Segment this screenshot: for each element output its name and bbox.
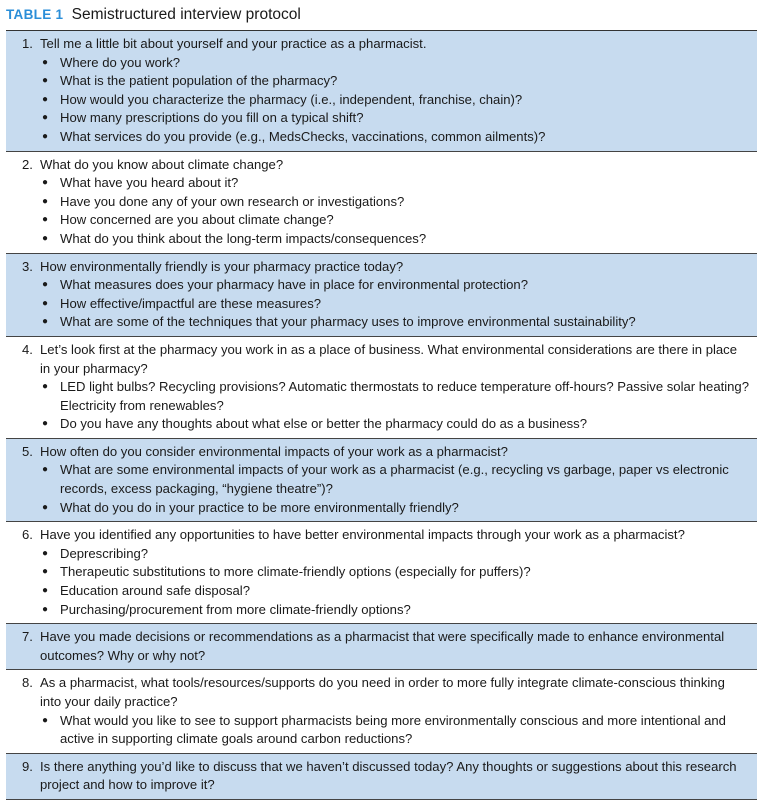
bullet-icon: ● xyxy=(42,566,49,578)
bullet-icon: ● xyxy=(42,297,49,309)
question-line xyxy=(22,758,749,795)
question-line xyxy=(22,628,749,665)
question-text: Let’s look first at the pharmacy you work in as a place of business. What environmental considerations are there in place in your pharmacy? xyxy=(40,341,737,376)
sub-question-text: Deprescribing? xyxy=(60,545,149,561)
sub-question-text: How concerned are you about climate change? xyxy=(60,212,334,228)
sub-question-text: What are some of the techniques that your pharmacy uses to improve environmental sustainability? xyxy=(60,314,636,330)
sub-question-item xyxy=(22,313,749,332)
sub-question-item xyxy=(22,378,749,415)
sub-question-item xyxy=(22,563,749,582)
bullet-icon: ● xyxy=(42,130,49,142)
question-row xyxy=(6,254,757,337)
question-number: 9. xyxy=(22,758,33,774)
question-text: What do you know about climate change? xyxy=(40,156,284,172)
bullet-icon: ● xyxy=(42,714,49,726)
question-line xyxy=(22,526,749,545)
bullet-icon: ● xyxy=(42,464,49,476)
sub-question-text: Have you done any of your own research or investigations? xyxy=(60,193,405,209)
sub-question-item xyxy=(22,601,749,620)
question-text: Have you identified any opportunities to have better environmental impacts through your work as a pharmacist? xyxy=(40,527,685,543)
question-text: How often do you consider environmental impacts of your work as a pharmacist? xyxy=(40,443,508,459)
bullet-icon: ● xyxy=(42,585,49,597)
table-label: TABLE 1 xyxy=(6,7,64,22)
question-number: 2. xyxy=(22,156,33,172)
question-text: Is there anything you’d like to discuss that we haven’t discussed today? Any thoughts or suggestions about this research project and how to improve it? xyxy=(40,758,737,793)
sub-question-text: How many prescriptions do you fill on a typical shift? xyxy=(60,110,364,126)
sub-question-item xyxy=(22,276,749,295)
sub-question-text: What would you like to see to support pharmacists being more environmentally conscious and more intentional and active in supporting climate goals around carbon reductions? xyxy=(60,712,726,747)
question-line xyxy=(22,443,749,462)
sub-question-text: What services do you provide (e.g., MedsChecks, vaccinations, common ailments)? xyxy=(60,128,546,144)
sub-question-list xyxy=(22,545,749,619)
sub-question-text: LED light bulbs? Recycling provisions? Automatic thermostats to reduce temperature off-hours? Passive solar heating? Electricity from renewables? xyxy=(60,379,749,413)
sub-question-text: How effective/impactful are these measures? xyxy=(60,295,322,311)
question-text: Have you made decisions or recommendations as a pharmacist that were specifically made to enhance environmental outcomes? Why or why not? xyxy=(40,629,725,663)
sub-question-text: What are some environmental impacts of your work as a pharmacist (e.g., recycling vs garbage, paper vs electronic records, excess packaging, “hygiene theatre”)? xyxy=(60,462,729,497)
question-text: As a pharmacist, what tools/resources/supports do you need in order to more fully integrate climate-conscious thinking into your daily practice? xyxy=(40,675,725,709)
sub-question-item xyxy=(22,461,749,498)
bullet-icon: ● xyxy=(42,501,49,513)
bullet-icon: ● xyxy=(42,381,49,393)
bullet-icon: ● xyxy=(42,547,49,559)
question-line xyxy=(22,156,749,175)
bullet-icon: ● xyxy=(42,75,49,87)
question-number: 5. xyxy=(22,443,33,459)
question-line xyxy=(22,35,749,54)
sub-question-list xyxy=(22,712,749,749)
question-row xyxy=(6,439,757,522)
question-number: 3. xyxy=(22,258,33,274)
bullet-icon: ● xyxy=(42,316,49,328)
sub-question-list xyxy=(22,276,749,332)
bullet-icon: ● xyxy=(42,232,49,244)
sub-question-item xyxy=(22,545,749,564)
question-text: Tell me a little bit about yourself and your practice as a pharmacist. xyxy=(40,36,427,51)
table-title: Semistructured interview protocol xyxy=(71,6,301,23)
sub-question-text: Therapeutic substitutions to more climate-friendly options (especially for puffers)? xyxy=(60,564,531,580)
question-number: 1. xyxy=(22,36,33,51)
sub-question-text: What have you heard about it? xyxy=(60,175,239,191)
bullet-icon: ● xyxy=(42,214,49,226)
question-number: 4. xyxy=(22,341,33,357)
bullet-icon: ● xyxy=(42,418,49,430)
sub-question-text: Education around safe disposal? xyxy=(60,583,250,599)
table-caption xyxy=(6,5,301,25)
sub-question-text: What do you do in your practice to be more environmentally friendly? xyxy=(60,499,459,515)
bullet-icon: ● xyxy=(42,56,49,68)
sub-question-item xyxy=(22,295,749,314)
sub-question-text: Purchasing/procurement from more climate-friendly options? xyxy=(60,601,411,617)
question-row xyxy=(6,337,757,439)
protocol-table xyxy=(6,30,757,800)
sub-question-list xyxy=(22,378,749,434)
sub-question-text: What do you think about the long-term impacts/consequences? xyxy=(60,230,427,246)
question-row xyxy=(6,754,757,800)
sub-question-item xyxy=(22,193,749,212)
sub-question-item xyxy=(22,54,749,73)
bullet-icon: ● xyxy=(42,279,49,291)
sub-question-item xyxy=(22,72,749,91)
bullet-icon: ● xyxy=(42,603,49,615)
bullet-icon: ● xyxy=(42,93,49,105)
question-row xyxy=(6,522,757,624)
sub-question-item xyxy=(22,499,749,518)
question-text: How environmentally friendly is your pharmacy practice today? xyxy=(40,258,404,274)
sub-question-list xyxy=(22,174,749,248)
question-number: 8. xyxy=(22,675,33,691)
sub-question-list xyxy=(22,461,749,517)
sub-question-item xyxy=(22,712,749,749)
sub-question-item xyxy=(22,128,749,147)
bullet-icon: ● xyxy=(42,112,49,124)
bullet-icon: ● xyxy=(42,195,49,207)
question-line xyxy=(22,674,749,711)
question-row xyxy=(6,31,757,152)
sub-question-text: What measures does your pharmacy have in place for environmental protection? xyxy=(60,277,528,293)
question-line xyxy=(22,341,749,378)
sub-question-item xyxy=(22,582,749,601)
sub-question-item xyxy=(22,91,749,110)
sub-question-item xyxy=(22,109,749,128)
question-number: 7. xyxy=(22,629,33,645)
bullet-icon: ● xyxy=(42,177,49,189)
question-row xyxy=(6,624,757,670)
sub-question-item xyxy=(22,174,749,193)
sub-question-text: How would you characterize the pharmacy (i.e., independent, franchise, chain)? xyxy=(60,91,523,107)
sub-question-text: Where do you work? xyxy=(60,54,181,70)
question-number: 6. xyxy=(22,527,33,543)
question-row xyxy=(6,670,757,753)
sub-question-list xyxy=(22,54,749,147)
question-row xyxy=(6,152,757,254)
sub-question-item xyxy=(22,415,749,434)
sub-question-text: Do you have any thoughts about what else or better the pharmacy could do as a business? xyxy=(60,416,587,432)
question-line xyxy=(22,258,749,277)
sub-question-item xyxy=(22,230,749,249)
sub-question-item xyxy=(22,211,749,230)
sub-question-text: What is the patient population of the pharmacy? xyxy=(60,73,338,89)
